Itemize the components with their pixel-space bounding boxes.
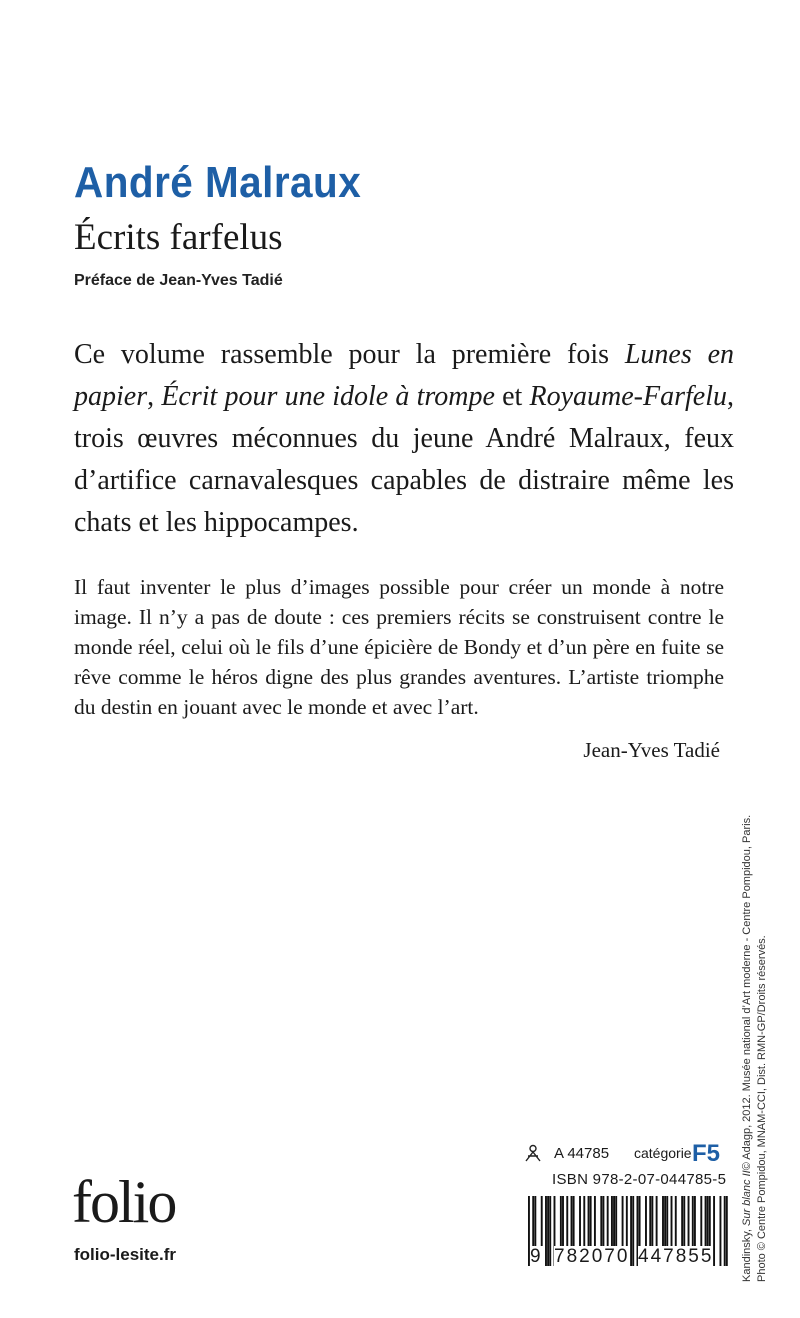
credit-rights: © Adagp, 2012. Musée national d’Art moderne - Centre Pompidou, Paris.: [741, 814, 753, 1171]
author-name: André Malraux: [74, 158, 362, 207]
category-value: F5: [691, 1140, 720, 1167]
credit-line-1: [740, 732, 755, 1282]
blurb-work-3: Royaume-Farfelu: [529, 381, 727, 412]
book-title: Écrits farfelus: [74, 217, 283, 258]
credit-line-2: Photo © Centre Pompidou, MNAM-CCI, Dist. RMN-GP/Droits réservés.: [756, 935, 768, 1282]
category-label: catégorie: [634, 1145, 692, 1161]
quote-signature: Jean-Yves Tadié: [583, 738, 720, 762]
credit-work: Sur blanc II: [741, 1170, 753, 1226]
blurb-paragraph: [74, 334, 734, 544]
blurb-work-2: Écrit pour une idole à trompe: [161, 381, 495, 412]
blurb-text-3: et: [494, 381, 530, 412]
catalog-code-row: [524, 1141, 720, 1167]
barcode-group-2: 447855: [638, 1246, 714, 1267]
blurb-text-2: ,: [147, 381, 162, 412]
credit-artist: Kandinsky,: [741, 1225, 753, 1282]
isbn-number: ISBN 978-2-07-044785-5: [552, 1171, 727, 1188]
preface-credit: Préface de Jean-Yves Tadié: [74, 272, 283, 289]
image-credit: [740, 732, 786, 1282]
folio-device-icon: [524, 1144, 542, 1162]
blurb-text-1: Ce volume rassemble pour la première fois: [74, 339, 625, 370]
quote-paragraph: Il faut inventer le plus d’images possible pour créer un monde à notre image. Il n’y a pas de doute : ces premiers récits se construisent contre le monde réel, celui où le fils d’une épicière de Bondy et d’un père en fuite se rêve comme le héros digne des plus grandes aventures. L’artiste triomphe du destin en jouant avec le monde et avec l’art.: [74, 575, 724, 719]
barcode-first-digit: 9: [530, 1246, 543, 1267]
barcode-digits: [530, 1246, 726, 1268]
barcode-group-1: 782070: [554, 1246, 630, 1267]
publisher-website: folio-lesite.fr: [74, 1245, 177, 1264]
blurb-text-4: , trois œuvres méconnues du jeune André Malraux, feux d’artifice carnavalesques capables de distraire même les chats et les hippocampes.: [74, 381, 734, 538]
catalog-reference: A 44785: [554, 1145, 610, 1162]
blurb-work-1: Lunes en papier: [74, 339, 734, 412]
folio-logo: folio: [72, 1169, 176, 1235]
